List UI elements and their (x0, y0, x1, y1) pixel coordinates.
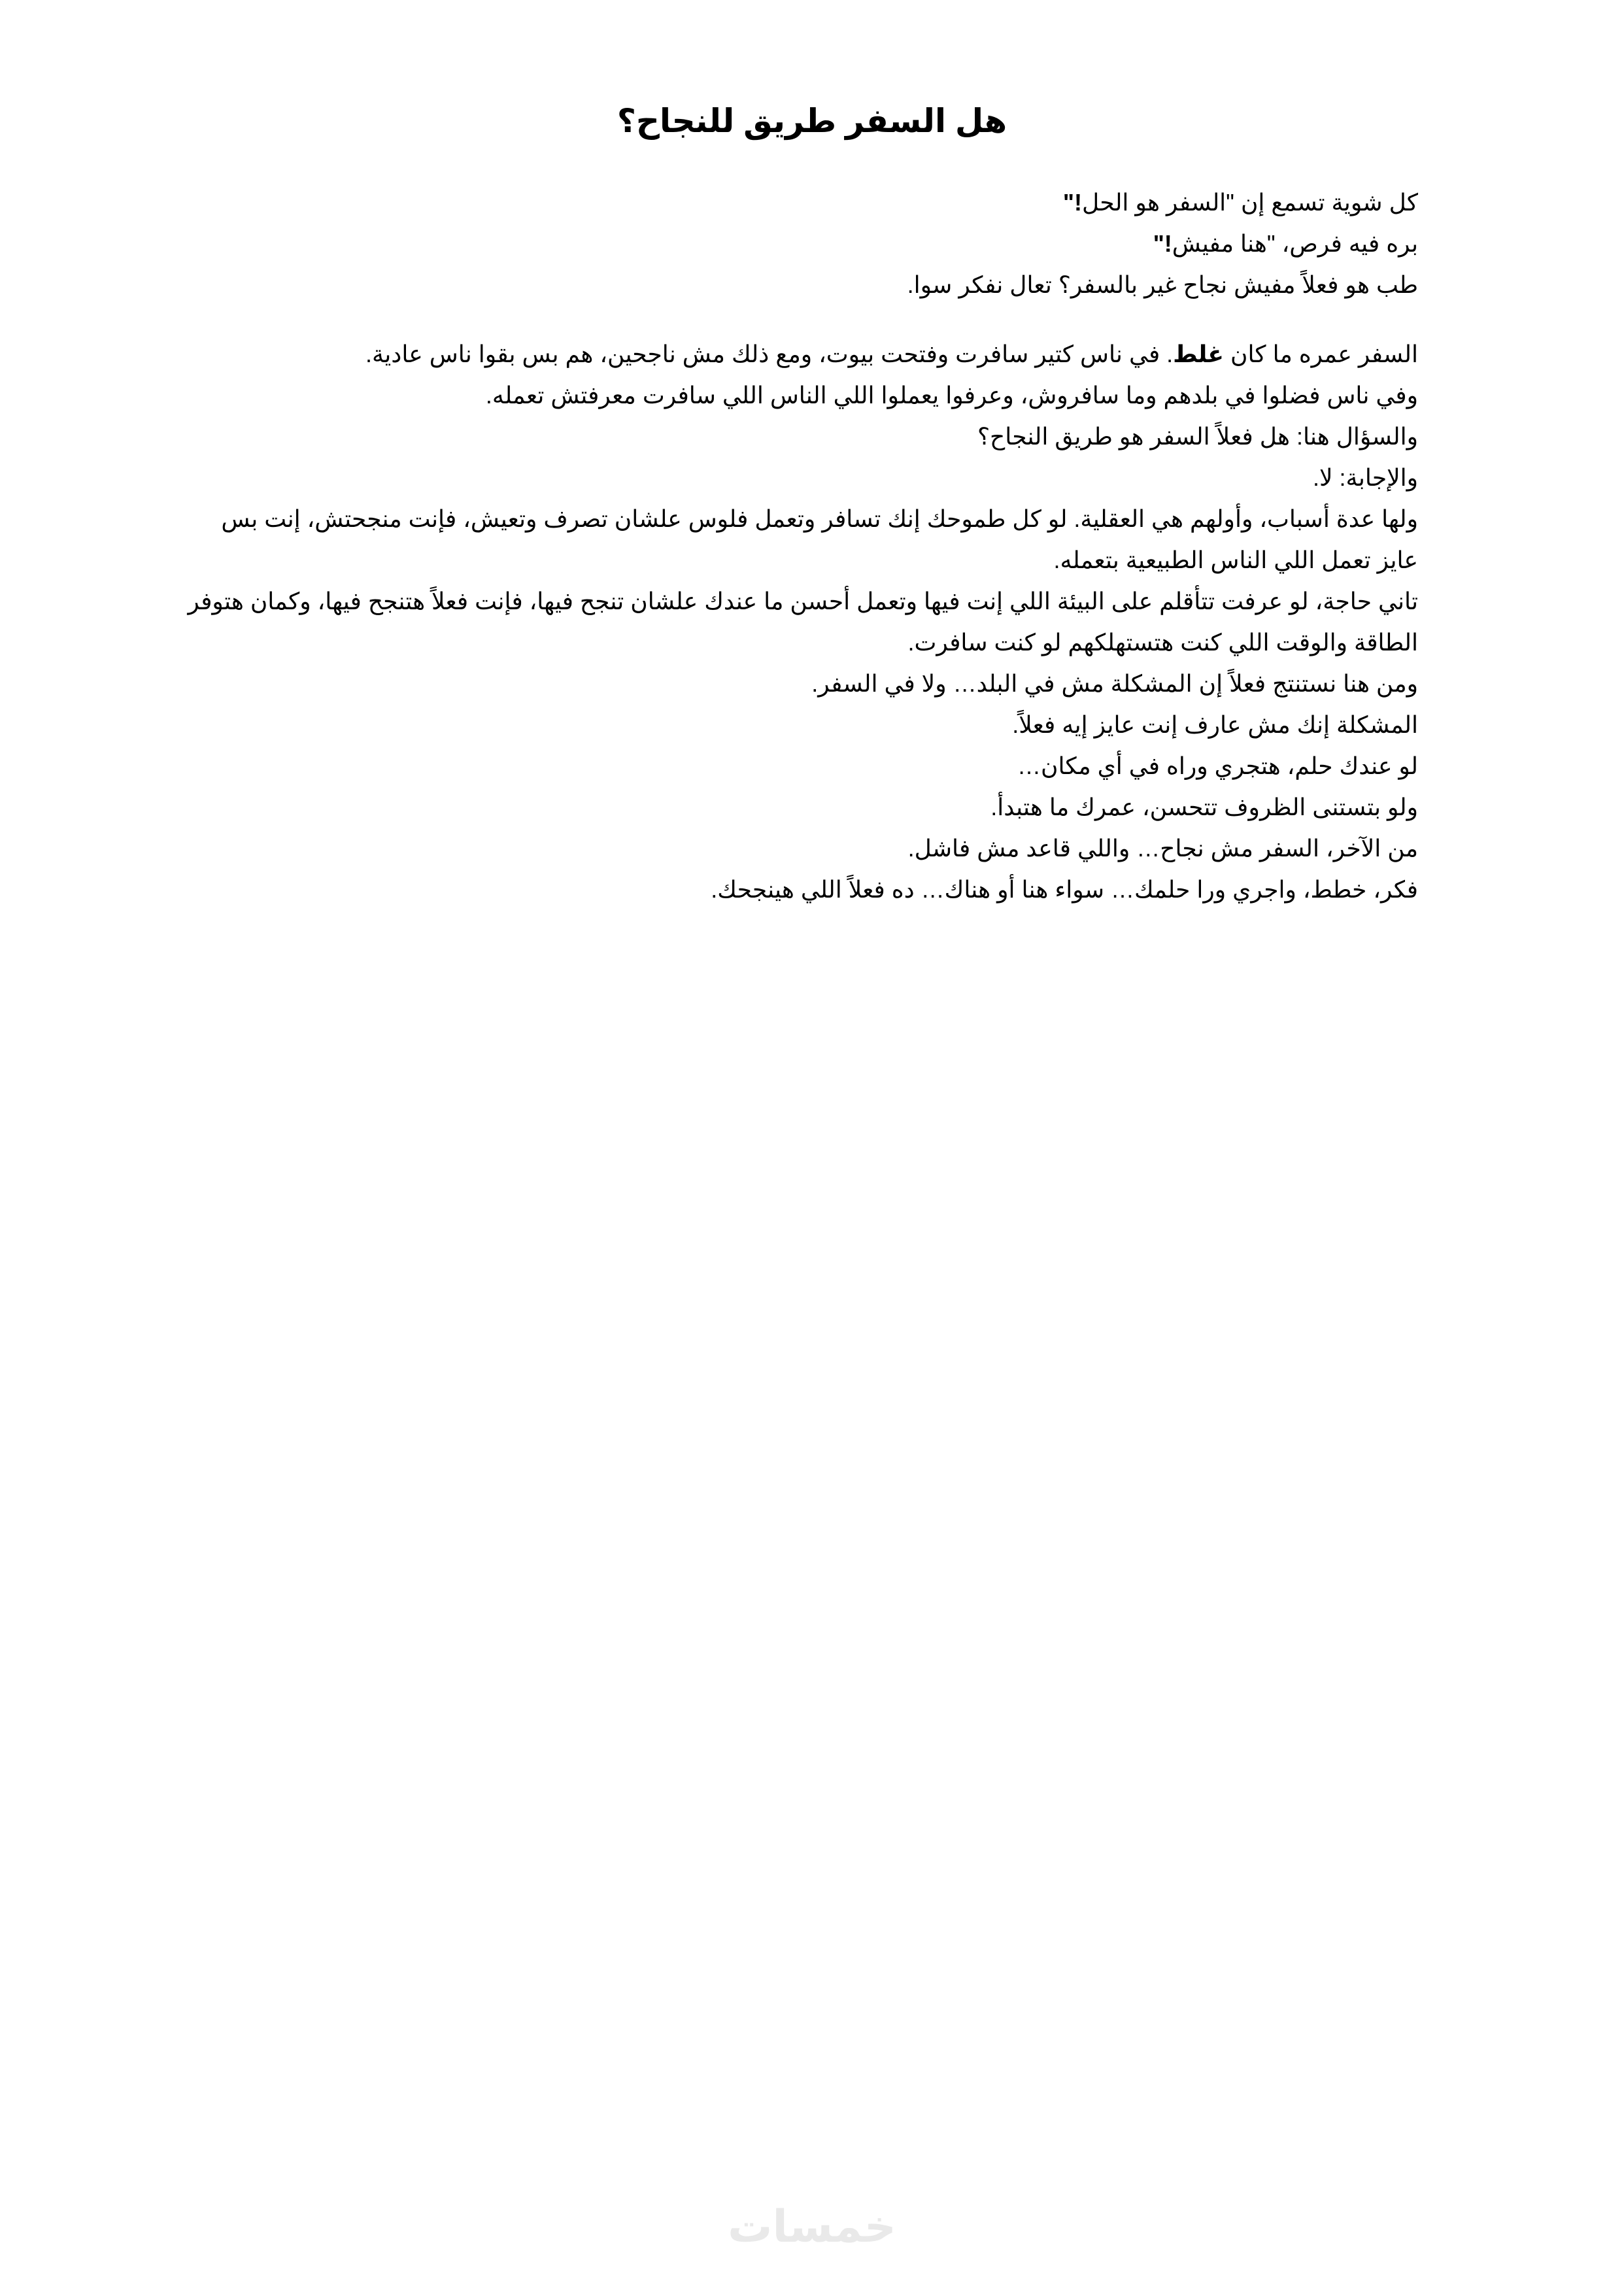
intro-line-2 (176, 223, 1418, 264)
paragraph-1 (176, 333, 1418, 375)
paragraph-12: فكر، خطط، واجري ورا حلمك… سواء هنا أو هناك… ده فعلاً اللي هينجحك. (711, 876, 1418, 903)
paragraph-1-bold: غلط (1173, 341, 1225, 367)
intro-section (176, 182, 1418, 305)
paragraph-6: تاني حاجة، لو عرفت تتأقلم على البيئة اللي إنت فيها وتعمل أحسن ما عندك علشان تنجح فيها، فإنت فعلاً هتنجح فيها، وكمان هتوفر الطاقة والوقت اللي كنت هتستهلكهم لو كنت سافرت. (188, 588, 1418, 656)
intro-line-1-text: كل شوية تسمع إن "السفر هو الحل (1081, 189, 1418, 216)
intro-line-3: طب هو فعلاً مفيش نجاح غير بالسفر؟ تعال نفكر سوا. (907, 271, 1418, 298)
paragraph-4: والإجابة: لا. (1313, 464, 1418, 491)
intro-line-2-exclaim: !" (1153, 230, 1172, 257)
paragraph-7: ومن هنا نستنتج فعلاً إن المشكلة مش في البلد… ولا في السفر. (811, 670, 1418, 697)
intro-line-1-exclaim: !" (1062, 189, 1082, 216)
paragraph-5: ولها عدة أسباب، وأولهم هي العقلية. لو كل طموحك إنك تسافر وتعمل فلوس علشان تصرف وتعيش، فإنت منجحتش، إنت بس عايز تعمل اللي الناس الطبيعية بتعمله. (221, 505, 1418, 573)
paragraph-1-start: السفر عمره ما كان (1224, 341, 1418, 367)
paragraph-8: المشكلة إنك مش عارف إنت عايز إيه فعلاً. (1012, 711, 1418, 738)
intro-line-1 (176, 182, 1418, 223)
intro-line-2-text: بره فيه فرص، "هنا مفيش (1172, 230, 1418, 257)
paragraph-1-end: . في ناس كتير سافرت وفتحت بيوت، ومع ذلك مش ناجحين، هم بس بقوا ناس عادية. (365, 341, 1174, 367)
watermark-logo: خمسات (728, 2202, 896, 2252)
paragraph-10: ولو بتستنى الظروف تتحسن، عمرك ما هتبدأ. (990, 794, 1418, 820)
body-section (176, 333, 1418, 910)
paragraph-3: والسؤال هنا: هل فعلاً السفر هو طريق النجاح؟ (977, 423, 1418, 450)
paragraph-11: من الآخر، السفر مش نجاح… واللي قاعد مش فاشل. (907, 835, 1418, 862)
document-title: هل السفر طريق للنجاح؟ (617, 103, 1007, 139)
paragraph-9: لو عندك حلم، هتجري وراه في أي مكان… (1017, 752, 1418, 779)
paragraph-2: وفي ناس فضلوا في بلدهم وما سافروش، وعرفوا يعملوا اللي الناس اللي سافرت معرفتش تعمله. (485, 382, 1418, 409)
